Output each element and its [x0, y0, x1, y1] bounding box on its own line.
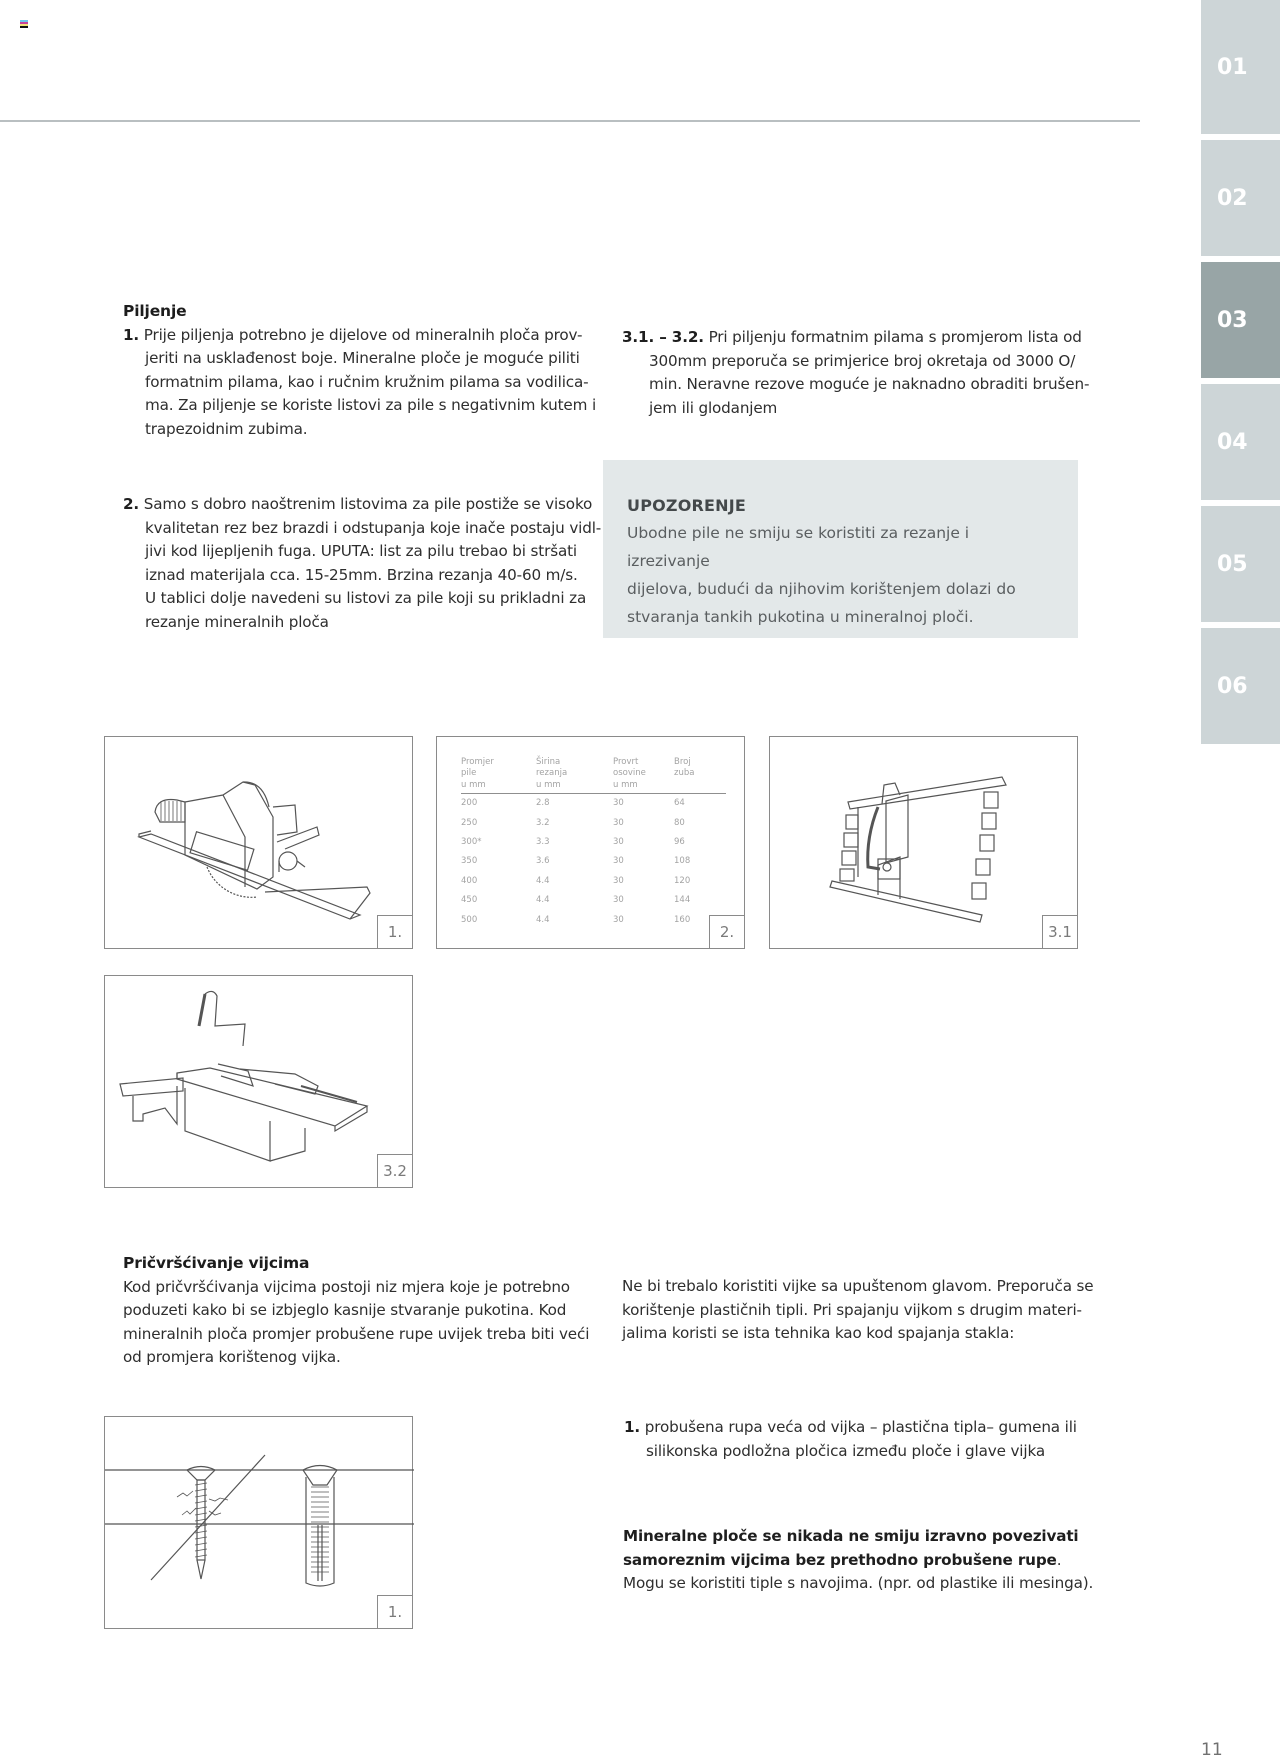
item-number: 2. [123, 495, 140, 513]
table-saw-icon [105, 976, 414, 1189]
chapter-tab-03[interactable] [1201, 262, 1280, 378]
cell: 400 [461, 875, 478, 886]
figure-label: 3.1 [1042, 915, 1078, 949]
cell: 144 [674, 895, 691, 906]
line: Pri piljenju formatnim pilama s promjerom lista od [708, 328, 1082, 346]
sawing-section-1 [123, 300, 603, 442]
cell: 64 [674, 798, 685, 809]
cell: 96 [674, 836, 685, 847]
header-text: osovine [613, 767, 646, 778]
cell: 108 [674, 856, 691, 867]
header-rule [0, 120, 1140, 122]
table-header [461, 757, 726, 794]
table-row [461, 813, 726, 832]
line: kvalitetan rez bez brazdi i odstupanja koje inače postaju vidl- [145, 518, 602, 537]
figure-label: 1. [377, 915, 413, 949]
warning-tail: Mogu se koristiti tiple s navojima. (npr. od plastike ili mesinga). [623, 1574, 1094, 1593]
table-row [461, 794, 726, 813]
table-row [461, 910, 726, 929]
warning-body [627, 519, 1054, 631]
line: Prije piljenja potrebno je dijelove od mineralnih ploča prov- [143, 325, 583, 344]
panel-saw-icon [770, 737, 1079, 950]
header-text: pile [461, 767, 477, 778]
header-text: Broj [674, 757, 691, 767]
line: Ubodne pile ne smiju se koristiti za rezanje i izrezivanje [627, 524, 970, 570]
chapter-tab-label: 03 [1217, 307, 1248, 333]
figure-blade-table [436, 736, 745, 949]
cell: 30 [613, 856, 624, 867]
item-number: 1. [624, 1418, 641, 1436]
table-row [461, 871, 726, 890]
punctuation: . [1056, 1550, 1062, 1569]
warning-box [603, 460, 1078, 638]
column-header [536, 757, 613, 791]
chapter-tab-label: 02 [1217, 185, 1248, 211]
cell: 4.4 [536, 895, 550, 906]
line: iznad materijala cca. 15-25mm. Brzina rezanja 40-60 m/s. [145, 565, 578, 584]
chapter-tab-05[interactable] [1201, 506, 1280, 622]
page-number: 11 [1201, 1740, 1223, 1760]
chapter-tab-label: 06 [1217, 673, 1248, 699]
cell: 30 [613, 836, 624, 847]
cell: 4.4 [536, 875, 550, 886]
header-text: Širina [536, 757, 561, 767]
column-header [461, 757, 536, 791]
cell: 2.8 [536, 798, 550, 809]
cell: 300* [461, 836, 482, 847]
line: Kod pričvršćivanja vijcima postoji niz mjera koje je potrebno [123, 1277, 570, 1296]
chapter-tab-06[interactable] [1201, 628, 1280, 744]
line: 300mm preporuča se primjerice broj okretaja od 3000 O/ [649, 351, 1076, 370]
header-unit: u mm [461, 780, 486, 790]
line: trapezoidnim zubima. [145, 419, 308, 438]
column-header [674, 757, 724, 791]
cell: 120 [674, 875, 691, 886]
screwing-item-1 [624, 1416, 1104, 1463]
line: jivi kod lijepljenih fuga. UPUTA: list za pilu trebao bi stršati [145, 542, 577, 561]
line: stvaranja tankih pukotina u mineralnoj ploči. [627, 608, 974, 626]
screwing-title: Pričvršćivanje vijcima [123, 1254, 310, 1272]
chapter-tab-label: 05 [1217, 551, 1248, 577]
chapter-tab-label: 01 [1217, 54, 1248, 80]
line: ma. Za piljenje se koriste listovi za pile s negativnim kutem i [145, 396, 597, 415]
sawing-item-1 [123, 324, 603, 442]
cell: 250 [461, 817, 478, 828]
figure-label: 2. [709, 915, 745, 949]
warning-bold-line: samoreznim vijcima bez prethodno probušene rupe [623, 1550, 1057, 1569]
line: U tablici dolje navedeni su listovi za pile koji su prikladni za [145, 589, 587, 608]
warning-title: UPOZORENJE [627, 496, 747, 515]
sawing-item-3 [622, 326, 1092, 420]
sawing-item-2 [123, 493, 613, 635]
cell: 30 [613, 817, 624, 828]
cell: 30 [613, 798, 624, 809]
cell: 4.4 [536, 914, 550, 925]
cell: 3.3 [536, 836, 550, 847]
screwing-section [123, 1252, 613, 1370]
line: probušena rupa veća od vijka – plastična tipla– gumena ili [644, 1418, 1077, 1436]
warning-bold-line: Mineralne ploče se nikada ne smiju izravno povezivati [623, 1527, 1079, 1545]
header-unit: u mm [536, 780, 561, 790]
line: jeriti na usklađenost boje. Mineralne ploče je moguće piliti [145, 349, 580, 368]
screwing-warning [623, 1525, 1113, 1596]
header-text: Provrt [613, 757, 639, 767]
chapter-tab-01[interactable] [1201, 0, 1280, 134]
cell: 80 [674, 817, 685, 828]
line: korištenje plastičnih tipli. Pri spajanju vijkom s drugim materi- [622, 1300, 1082, 1319]
figure-label: 3.2 [377, 1154, 413, 1188]
line: jem ili glodanjem [649, 398, 778, 417]
line: Samo s dobro naoštrenim listovima za pile postiže se visoko [143, 495, 593, 513]
line: Ne bi trebalo koristiti vijke sa upuštenom glavom. Preporuča se [622, 1277, 1094, 1295]
sawing-title: Piljenje [123, 302, 187, 320]
cell: 160 [674, 914, 691, 925]
table-row [461, 832, 726, 851]
blade-spec-table [461, 757, 726, 929]
item-number: 3.1. – 3.2. [622, 328, 704, 346]
screw-dowel-icon [105, 1417, 414, 1630]
line: rezanje mineralnih ploča [145, 612, 329, 631]
header-unit: u mm [613, 780, 638, 790]
figure-label: 1. [377, 1595, 413, 1629]
figure-table-saw [104, 975, 413, 1188]
line: od promjera korištenog vijka. [123, 1348, 341, 1367]
cell: 350 [461, 856, 478, 867]
cell: 450 [461, 895, 478, 906]
cell: 3.2 [536, 817, 550, 828]
cell: 200 [461, 798, 478, 809]
chapter-tab-02[interactable] [1201, 140, 1280, 256]
chapter-tab-04[interactable] [1201, 384, 1280, 500]
line: mineralnih ploča promjer probušene rupe uvijek treba biti veći [123, 1324, 590, 1343]
column-header [613, 757, 674, 791]
color-swatch-black [20, 26, 28, 28]
header-text: Promjer [461, 757, 494, 767]
line: dijelova, budući da njihovim korištenjem dolazi do [627, 580, 1016, 598]
print-color-mark [20, 20, 28, 28]
cell: 3.6 [536, 856, 550, 867]
header-text: zuba [674, 767, 695, 778]
line: jalima koristi se ista tehnika kao kod spajanja stakla: [622, 1324, 1015, 1343]
cell: 30 [613, 875, 624, 886]
figure-circular-saw [104, 736, 413, 949]
figure-panel-saw [769, 736, 1078, 949]
cell: 500 [461, 914, 478, 925]
chapter-tab-label: 04 [1217, 429, 1248, 455]
circular-saw-icon [105, 737, 414, 950]
table-row [461, 890, 726, 909]
screwing-right-text [622, 1275, 1102, 1346]
line: poduzeti kako bi se izbjeglo kasnije stvaranje pukotina. Kod [123, 1301, 567, 1320]
figure-screw-dowel [104, 1416, 413, 1629]
table-row [461, 852, 726, 871]
line: formatnim pilama, kao i ručnim kružnim pilama sa vodilica- [145, 372, 589, 391]
header-text: rezanja [536, 767, 568, 778]
cell: 30 [613, 914, 624, 925]
line: silikonska podložna pločica između ploče i glave vijka [646, 1441, 1045, 1460]
line: min. Neravne rezove moguće je naknadno obraditi brušen- [649, 375, 1090, 394]
cell: 30 [613, 895, 624, 906]
item-number: 1. [123, 325, 140, 344]
